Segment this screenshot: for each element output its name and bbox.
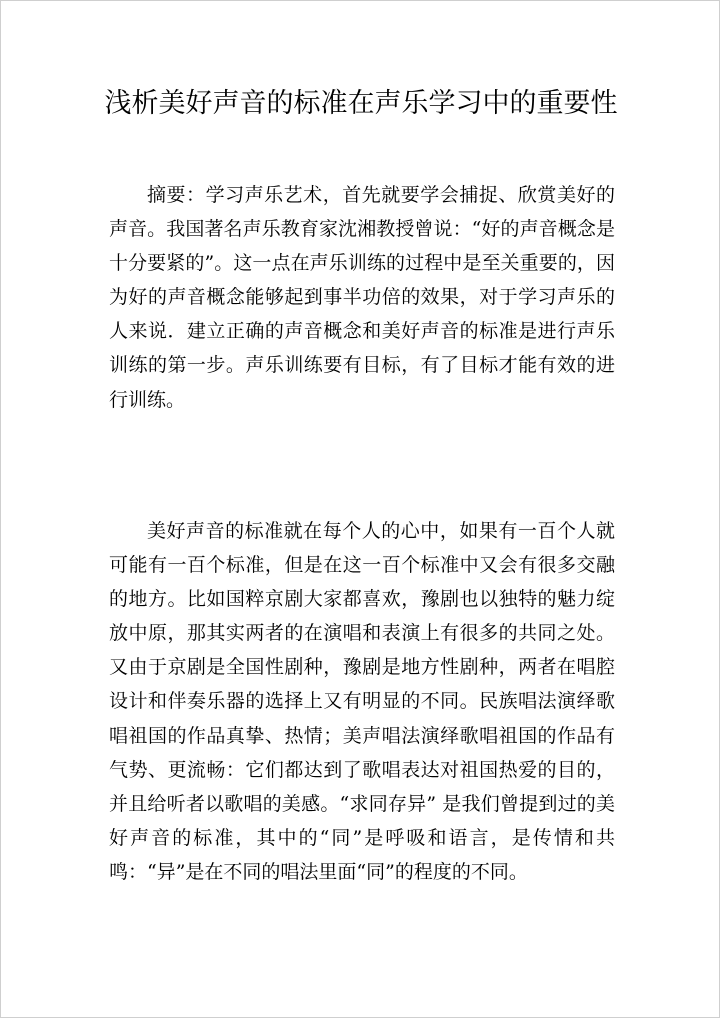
abstract-paragraph: 摘要：学习声乐艺术，首先就要学会捕捉、欣赏美好的声音。我国著名声乐教育家沈湘教授曾说：“好的声音概念是十分要紧的”。这一点在声乐训练的过程中是至关重要的，因为好的声音概念能够起到事半功倍的效果，对于学习声乐的人来说．建立正确的声音概念和美好声音的标准是进行声乐训练的第一步。声乐训练要有目标，有了目标才能有效的进行训练。	[109, 184, 615, 411]
body-paragraph: 美好声音的标准就在每个人的心中，如果有一百个人就可能有一百个标准，但是在这一百个标准中又会有很多交融的地方。比如国粹京剧大家都喜欢，豫剧也以独特的魅力绽放中原，那其实两者的在演唱和表演上有很多的共同之处。又由于京剧是全国性剧种，豫剧是地方性剧种，两者在唱腔设计和伴奏乐器的选择上又有明显的不同。民族唱法演绎歌唱祖国的作品真挚、热情；美声唱法演绎歌唱祖国的作品有气势、更流畅：它们都达到了歌唱表达对祖国热爱的目的，并且给听者以歌唱的美感。“求同存异” 是我们曾提到过的美好声音的标准，其中的“同”是呼吸和语言，是传情和共鸣：“异”是在不同的唱法里面“同”的程度的不同。	[109, 520, 615, 883]
document-title: 浅析美好声音的标准在声乐学习中的重要性	[104, 88, 618, 119]
